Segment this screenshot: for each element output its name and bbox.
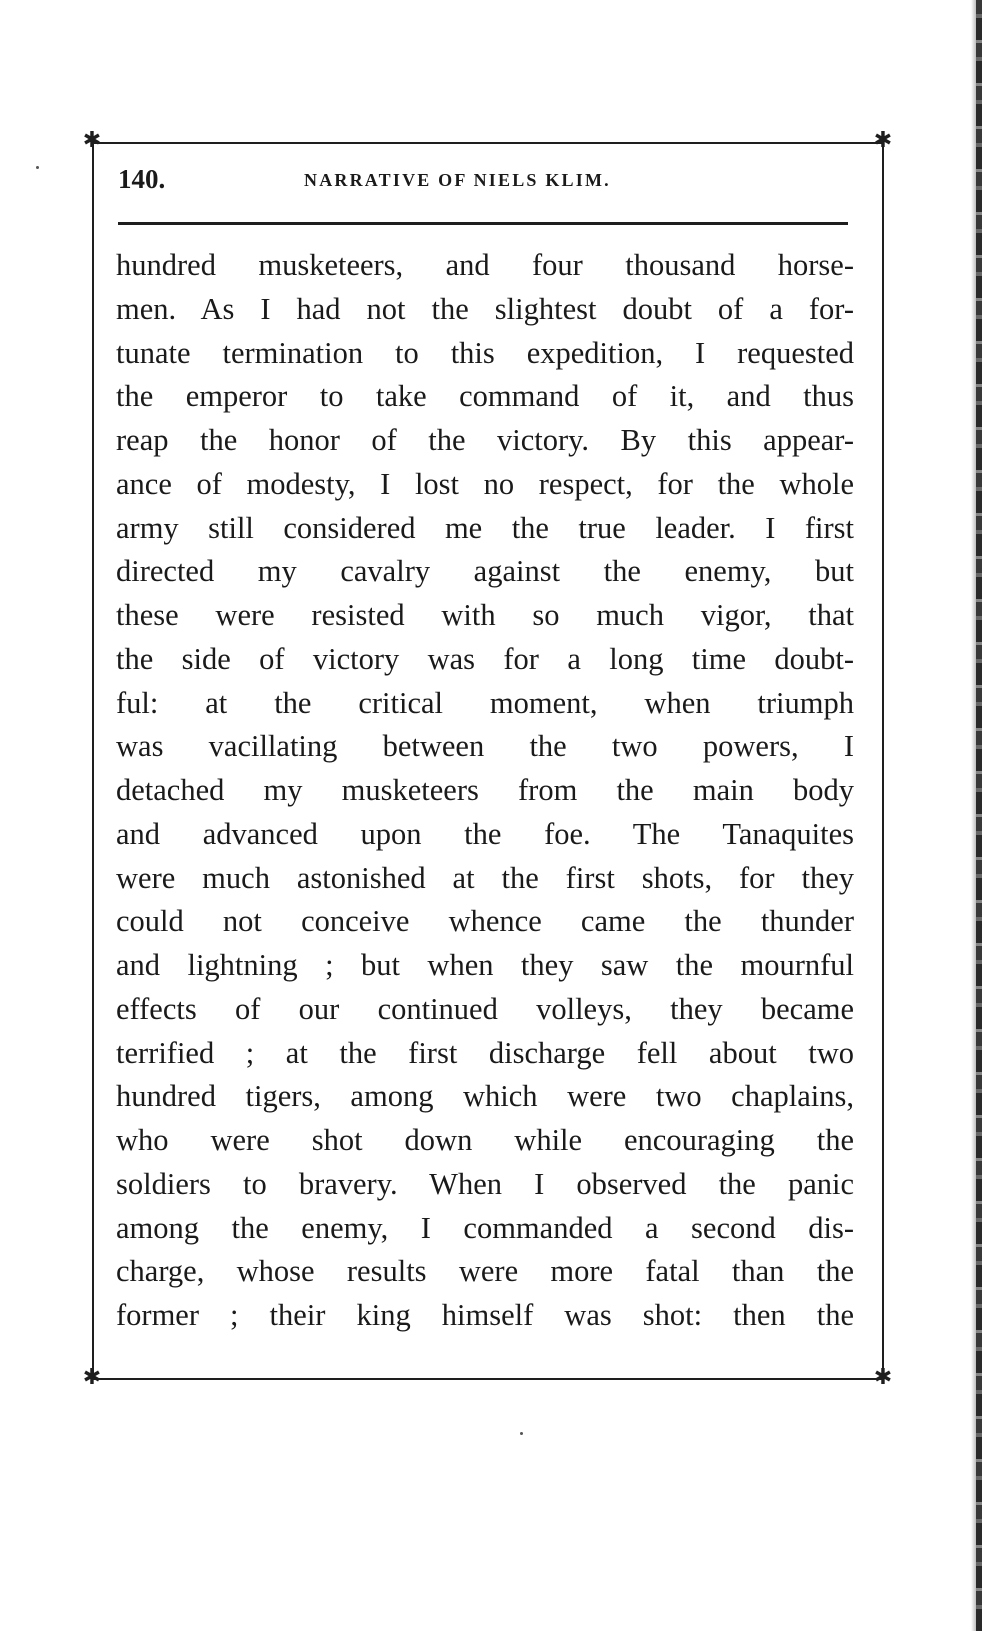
text-line: among the enemy, I commanded a second dis- [116,1210,854,1245]
frame-bottom-rule [92,1378,884,1380]
text-line: hundred tigers, among which were two chaplains, [116,1079,854,1114]
text-line: men. As I had not the slightest doubt of a for- [116,291,854,326]
text-line: the emperor to take command of it, and thus [116,379,854,414]
text-line: terrified ; at the first discharge fell about two [116,1035,854,1070]
corner-ornament-icon: ✱ [82,1365,102,1390]
text-line: could not conceive whence came the thunder [116,904,854,939]
frame-top-rule [92,142,884,144]
page-header [118,160,854,204]
text-line: these were resisted with so much vigor, that [116,598,854,632]
text-line: and lightning ; but when they saw the mournful [116,948,854,982]
corner-ornament-icon: ✱ [873,1365,893,1390]
text-line: were much astonished at the first shots, for they [116,860,854,895]
corner-ornament-icon: ✱ [873,128,893,153]
text-line: and advanced upon the foe. The Tanaquites [116,816,854,851]
text-line: the side of victory was for a long time doubt- [116,641,854,676]
text-line: soldiers to bravery. When I observed the panic [116,1166,854,1201]
text-line: former ; their king himself was shot: then the [116,1298,854,1332]
text-line: charge, whose results were more fatal than the [116,1254,854,1289]
body-text [116,244,854,1338]
frame-right-rule [882,142,884,1380]
text-line: directed my cavalry against the enemy, but [116,554,854,589]
header-rule [118,222,848,225]
page-number: 140. [118,164,166,194]
text-line: hundred musketeers, and four thousand horse- [116,248,854,282]
corner-ornament-icon: ✱ [82,128,102,153]
stray-mark [520,1432,523,1435]
running-head: NARRATIVE OF NIELS KLIM. [304,170,611,190]
page-scan-edge [976,0,982,1631]
frame-left-rule [92,142,94,1380]
text-line: effects of our continued volleys, they became [116,991,854,1026]
text-line: army still considered me the true leader. I first [116,510,854,545]
text-line: was vacillating between the two powers, I [116,729,854,764]
text-line: who were shot down while encouraging the [116,1123,854,1157]
text-line: ance of modesty, I lost no respect, for the whole [116,466,854,501]
text-line: tunate termination to this expedition, I requested [116,335,854,370]
stray-mark [36,166,39,169]
text-line: ful: at the critical moment, when triumph [116,685,854,720]
text-line: detached my musketeers from the main body [116,773,854,807]
text-line: reap the honor of the victory. By this appear- [116,423,854,457]
